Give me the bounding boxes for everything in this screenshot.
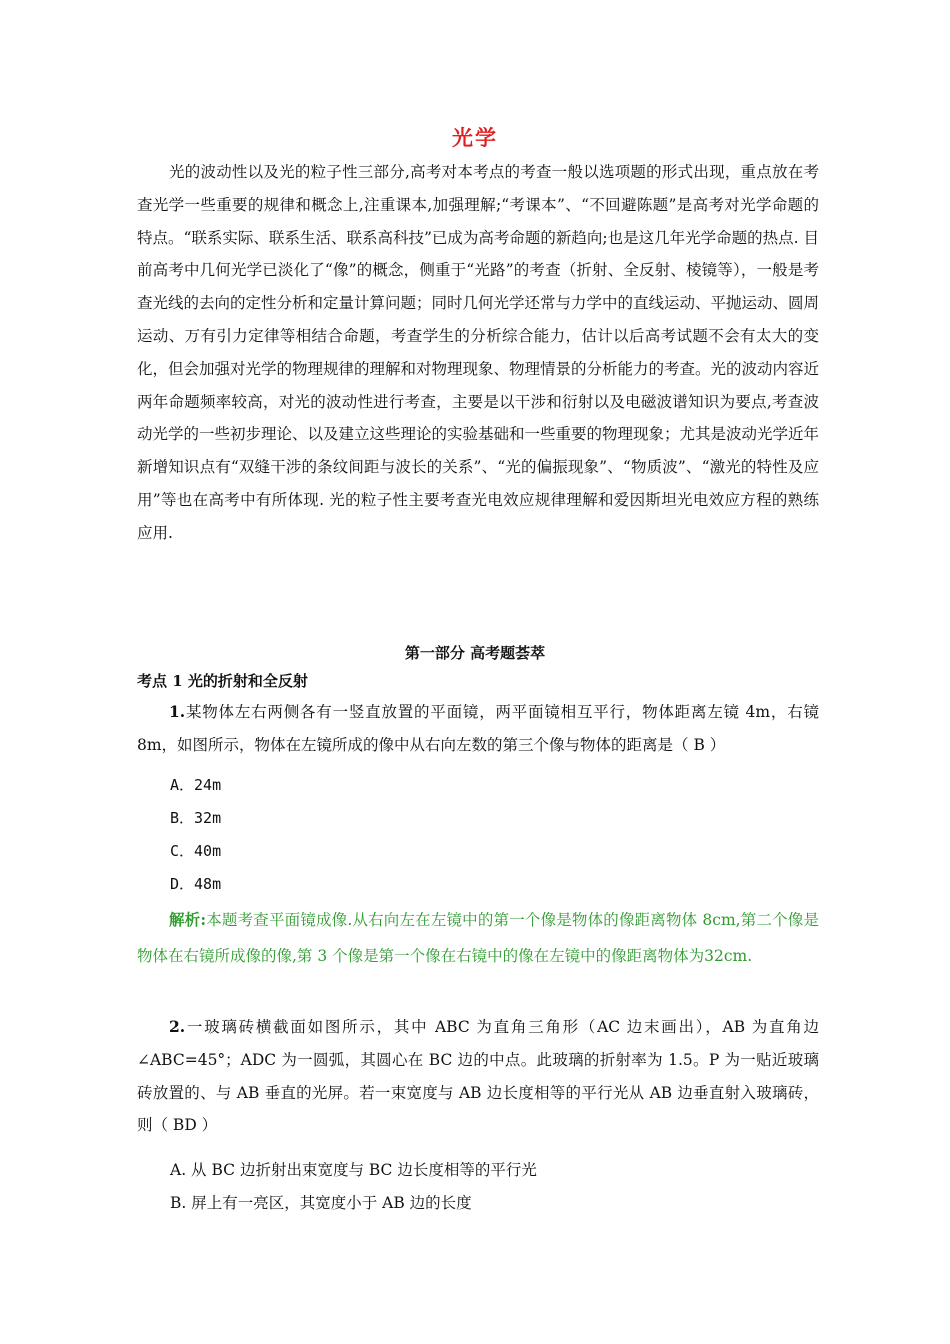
question-1-analysis <box>137 902 819 974</box>
question-1 <box>137 696 819 762</box>
document-title: 光学 <box>452 126 498 150</box>
question-1-number: 1. <box>169 702 186 721</box>
section-heading: 第一部分 高考题荟萃 <box>404 644 546 662</box>
topic-heading: 考点 1 光的折射和全反射 <box>137 672 308 690</box>
analysis-label: 解析: <box>169 910 207 929</box>
question-1-option-a: A．24m <box>170 776 222 794</box>
question-2 <box>137 1011 819 1142</box>
intro-paragraph <box>137 156 819 550</box>
question-1-text: 某物体左右两侧各有一竖直放置的平面镜，两平面镜相互平行，物体距离左镜 4m，右镜 8m，如图所示，物体在左镜所成的像中从右向左数的第三个像与物体的距离是（ B ） <box>137 703 819 754</box>
analysis-text: 本题考查平面镜成像.从右向左在左镜中的第一个像是物体的像距离物体 8cm,第二个像是物体在右镜所成像的像,第 3 个像是第一个像在右镜中的像在左镜中的像距离物体为32cm. <box>137 911 819 965</box>
question-2-number: 2. <box>169 1017 186 1036</box>
question-1-option-b: B．32m <box>170 809 222 827</box>
question-1-option-c: C．40m <box>170 842 222 860</box>
question-1-option-d: D．48m <box>170 875 222 893</box>
intro-text: 光的波动性以及光的粒子性三部分,高考对本考点的考查一般以选项题的形式出现，重点放在考查光学一些重要的规律和概念上,注重课本,加强理解;“考课本”、“不回避陈题”是高考对光学命题的特点。“联系实际、联系生活、联系高科技”已成为高考命题的新趋向;也是这几年光学命题的热点. 目前高考中几何光学已淡化了“像”的概念，侧重于“光路”的考查（折射、全反射、棱镜等），一般是考查光线的去向的定性分析和定量计算问题；同时几何光学还常与力学中的直线运动、平抛运动、圆周运动、万有引力定律等相结合命题，考查学生的分析综合能力，估计以后高考试题不会有太大的变化，但会加强对光学的物理规律的理解和对物理现象、物理情景的分析能力的考查。光的波动内容近两年命题频率较高，对光的波动性进行考查，主要是以干涉和衍射以及电磁波谱知识为要点,考查波动光学的一些初步理论、以及建立这些理论的实验基础和一些重要的物理现象；尤其是波动光学近年新增知识点有“双缝干涉的条纹间距与波长的关系”、“光的偏振现象”、“物质波”、“激光的特性及应用”等也在高考中有所体现. 光的粒子性主要考查光电效应规律理解和爱因斯坦光电效应方程的熟练应用. <box>137 163 820 542</box>
question-2-option-a: A. 从 BC 边折射出束宽度与 BC 边长度相等的平行光 <box>170 1161 537 1179</box>
question-2-text: 一玻璃砖横截面如图所示，其中 ABC 为直角三角形（AC 边末画出），AB 为直角边∠ABC=45°；ADC 为一圆弧，其圆心在 BC 边的中点。此玻璃的折射率为 1.5。P 为一贴近玻璃砖放置的、与 AB 垂直的光屏。若一束宽度与 AB 边长度相等的平行光从 AB 边垂直射入玻璃砖，则（ BD ） <box>137 1018 819 1135</box>
question-2-option-b: B. 屏上有一亮区，其宽度小于 AB 边的长度 <box>170 1194 472 1212</box>
